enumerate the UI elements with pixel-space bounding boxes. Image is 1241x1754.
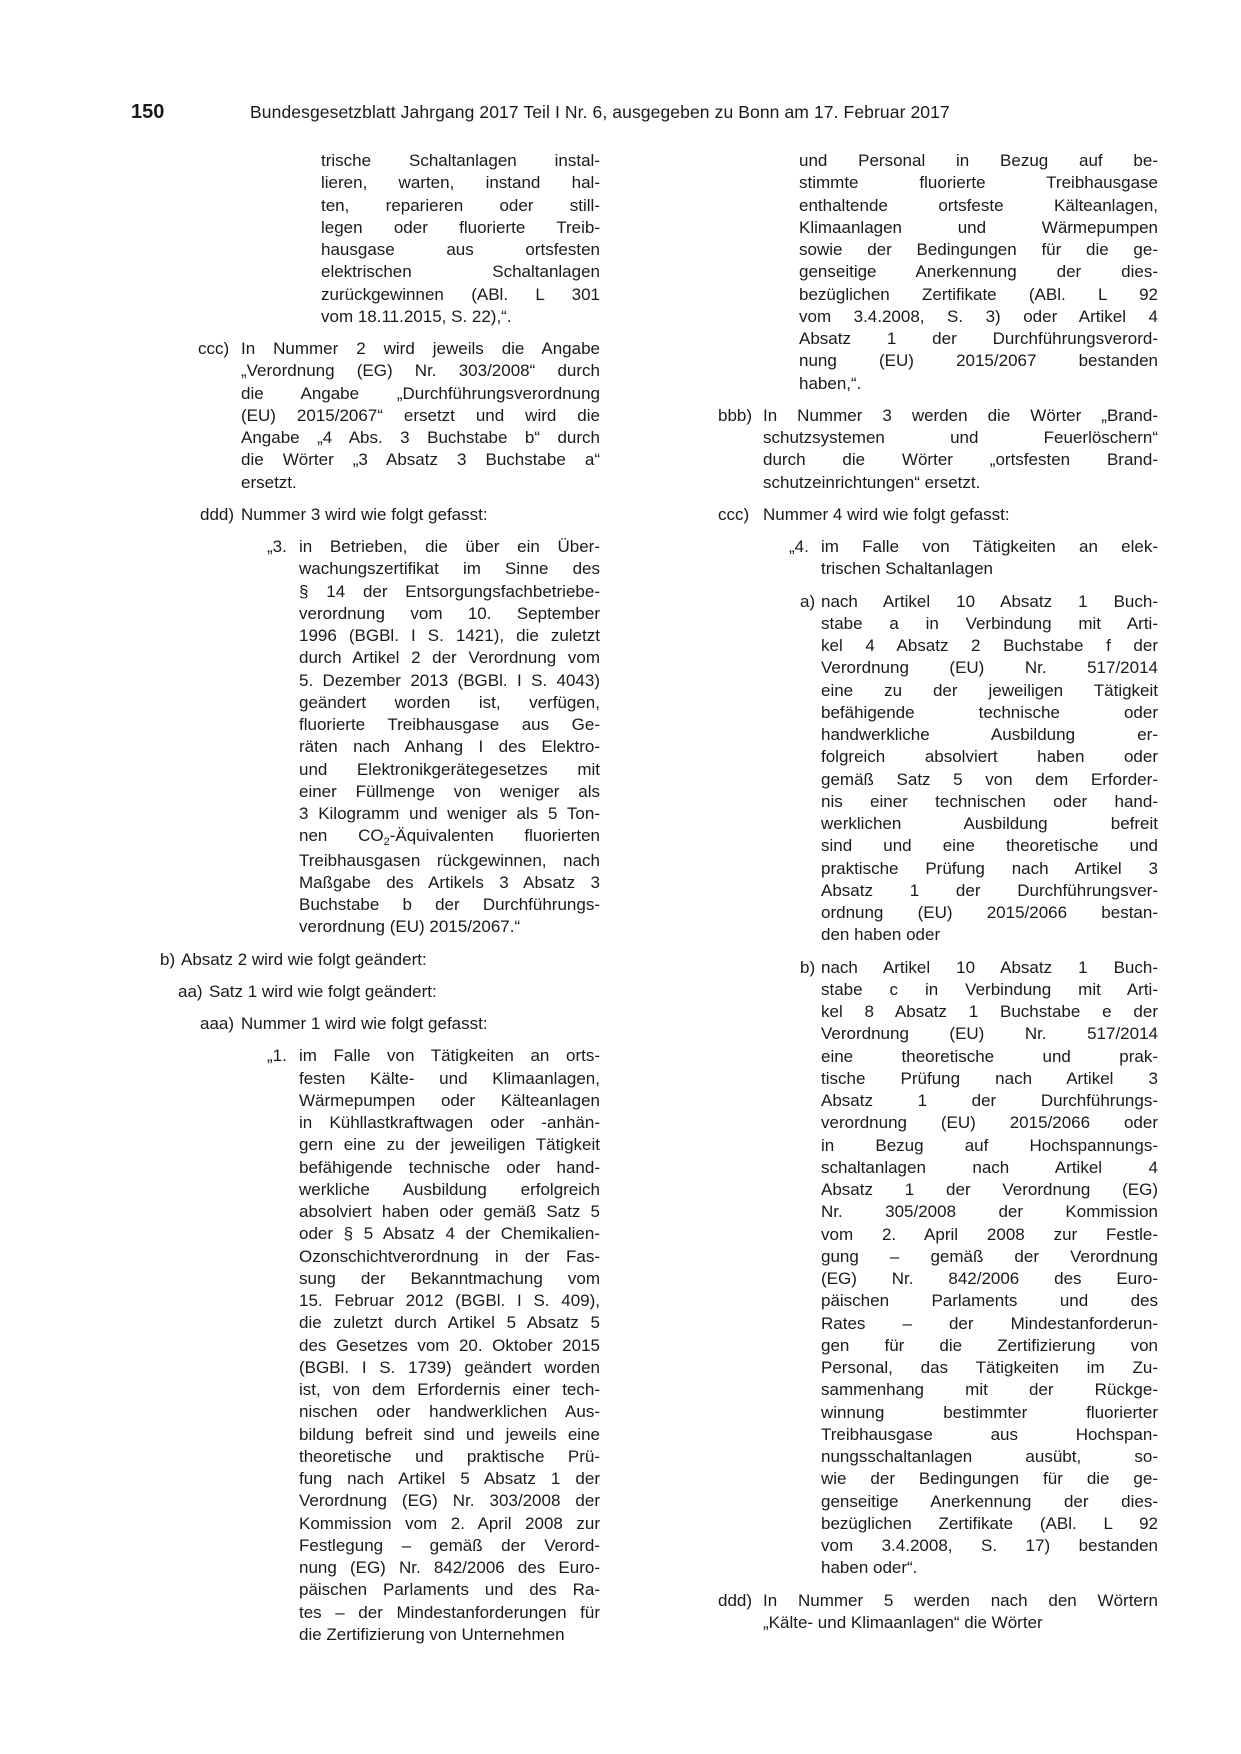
item-label: bbb) bbox=[718, 405, 753, 425]
text-line: ersetzt. bbox=[241, 472, 297, 492]
item-label: „3. bbox=[267, 537, 287, 556]
text-line: eine theoretische und prak- bbox=[821, 1046, 1158, 1066]
text-line: zurückgewinnen (ABl. L 301 bbox=[321, 284, 600, 304]
text-line: § 14 der Entsorgungsfachbetriebe- bbox=[299, 581, 600, 601]
text-line: sammenhang mit der Rückge- bbox=[821, 1380, 1158, 1400]
item-text bbox=[241, 504, 600, 526]
text-line: in Kühllastkraftwagen oder -anhän- bbox=[299, 1113, 600, 1132]
text-line: kel 4 Absatz 2 Buchstabe f der bbox=[821, 636, 1158, 655]
text-line: werkliche Ausbildung erfolgreich bbox=[299, 1179, 600, 1199]
text-line: im Falle von Tätigkeiten an elek- bbox=[821, 537, 1158, 556]
text-line: befähigende technische oder bbox=[821, 702, 1158, 722]
text-line: Absatz 1 der Durchführungsverord- bbox=[799, 329, 1158, 348]
header-title: Bundesgesetzblatt Jahrgang 2017 Teil I Nr. 6, ausgegeben zu Bonn am 17. Februar 2017 bbox=[250, 102, 950, 122]
text-line: ten, reparieren oder still- bbox=[321, 195, 600, 215]
text-line: päischen Parlaments und des bbox=[821, 1291, 1158, 1311]
text-line: schutzsystemen und Feuerlöschern“ bbox=[763, 428, 1158, 447]
item-number-1 bbox=[267, 1045, 600, 1646]
text-line: 3 Kilogramm und weniger als 5 Ton- bbox=[299, 804, 600, 823]
text-line: und Personal in Bezug auf be- bbox=[799, 151, 1158, 170]
text-line: hausgase aus ortsfesten bbox=[321, 240, 600, 259]
text-line: folgreich absolviert haben oder bbox=[821, 747, 1158, 767]
item-aa bbox=[178, 981, 600, 1003]
text-line: Satz 1 wird wie folgt geändert: bbox=[209, 981, 437, 1001]
text-line: 15. Februar 2012 (BGBl. I S. 409), bbox=[299, 1291, 600, 1310]
text-line: Personal, das Tätigkeiten im Zu- bbox=[821, 1358, 1158, 1377]
item-text bbox=[299, 1045, 600, 1646]
text-line: Nummer 4 wird wie folgt gefasst: bbox=[763, 504, 1010, 524]
item-text bbox=[299, 536, 600, 939]
co2-pre: nen CO bbox=[299, 826, 384, 846]
text-line: stabe a in Verbindung mit Arti- bbox=[821, 613, 1158, 633]
item-text bbox=[763, 504, 1158, 526]
text-line: in Betrieben, die über ein Über- bbox=[299, 537, 600, 556]
right-column bbox=[718, 150, 1158, 1634]
text-line: päischen Parlaments und des Ra- bbox=[299, 1580, 600, 1600]
text-line: stimmte fluorierte Treibhausgase bbox=[799, 173, 1158, 193]
item-number-4 bbox=[789, 536, 1158, 581]
text-line: die zuletzt durch Artikel 5 Absatz 5 bbox=[299, 1313, 600, 1333]
item-label: aa) bbox=[178, 981, 203, 1001]
text-line: tes – der Mindestanforderungen für bbox=[299, 1602, 600, 1622]
text-line: die Angabe „Durchführungsverordnung bbox=[241, 383, 600, 403]
text-line: nach Artikel 10 Absatz 1 Buch- bbox=[821, 591, 1158, 611]
text-line: im Falle von Tätigkeiten an orts- bbox=[299, 1046, 600, 1066]
item-ddd bbox=[200, 504, 600, 526]
text-line: tische Prüfung nach Artikel 3 bbox=[821, 1068, 1158, 1088]
text-line: Verordnung (EU) Nr. 517/2014 bbox=[821, 1024, 1158, 1044]
item-aaa bbox=[200, 1013, 600, 1035]
item-text bbox=[763, 405, 1158, 494]
item-bbb bbox=[718, 405, 1158, 494]
text-line: Treibhausgasen rückgewinnen, nach bbox=[299, 850, 600, 870]
text-line: Ozonschichtverordnung in der Fas- bbox=[299, 1246, 600, 1266]
text-line: absolviert haben oder gemäß Satz 5 bbox=[299, 1202, 600, 1221]
text-line: Nummer 1 wird wie folgt gefasst: bbox=[241, 1014, 488, 1033]
text-line: vom 18.11.2015, S. 22),“. bbox=[321, 306, 512, 326]
co2-post: -Äquivalenten fluorierten bbox=[389, 826, 600, 846]
text-line: befähigende technische oder hand- bbox=[299, 1157, 600, 1177]
item-ccc bbox=[198, 338, 600, 494]
item-text bbox=[321, 150, 600, 328]
item-label: b) bbox=[160, 949, 176, 969]
text-line: eine zu der jeweiligen Tätigkeit bbox=[821, 680, 1158, 700]
text-line: Angabe „4 Abs. 3 Buchstabe b“ durch bbox=[241, 428, 600, 447]
item-text bbox=[799, 150, 1158, 395]
text-line: trische Schaltanlagen instal- bbox=[321, 151, 600, 170]
text-line: praktische Prüfung nach Artikel 3 bbox=[821, 858, 1158, 878]
text-line: 5. Dezember 2013 (BGBl. I S. 4043) bbox=[299, 670, 600, 690]
text-line: in Bezug auf Hochspannungs- bbox=[821, 1135, 1158, 1155]
text-line: und Elektronikgerätegesetzes mit bbox=[299, 759, 600, 779]
text-line: Absatz 1 der Verordnung (EG) bbox=[821, 1180, 1158, 1199]
text-line: Klimaanlagen und Wärmepumpen bbox=[799, 217, 1158, 237]
text-line: des Gesetzes vom 20. Oktober 2015 bbox=[299, 1335, 600, 1355]
text-line: oder § 5 Absatz 4 der Chemikalien- bbox=[299, 1224, 600, 1244]
text-line: bezüglichen Zertifikate (ABl. L 92 bbox=[821, 1513, 1158, 1533]
text-line: wie der Bedingungen für die ge- bbox=[821, 1469, 1158, 1489]
text-line: vom 3.4.2008, S. 3) oder Artikel 4 bbox=[799, 306, 1158, 326]
co2-subscript: 2 bbox=[383, 836, 390, 849]
text-line: Nr. 305/2008 der Kommission bbox=[821, 1202, 1158, 1222]
text-line: enthaltende ortsfeste Kälteanlagen, bbox=[799, 195, 1158, 215]
text-line: elektrischen Schaltanlagen bbox=[321, 262, 600, 282]
text-line: fluorierte Treibhausgase aus Ge- bbox=[299, 715, 600, 734]
text-line: kel 8 Absatz 1 Buchstabe e der bbox=[821, 1002, 1158, 1021]
text-line: sind und eine theoretische und bbox=[821, 836, 1158, 856]
item-label: ccc) bbox=[718, 504, 750, 524]
item-text bbox=[241, 1013, 600, 1035]
co2-line bbox=[299, 825, 600, 849]
text-line: Nummer 3 wird wie folgt gefasst: bbox=[241, 504, 488, 524]
text-line: nung (EU) 2015/2067 bestanden bbox=[799, 351, 1158, 371]
text-line: festen Kälte- und Klimaanlagen, bbox=[299, 1068, 600, 1088]
text-line: gung – gemäß der Verordnung bbox=[821, 1246, 1158, 1266]
text-line: wachungszertifikat im Sinne des bbox=[299, 559, 600, 579]
continued-item bbox=[799, 150, 1158, 395]
text-line: Kommission vom 2. April 2008 zur bbox=[299, 1513, 600, 1533]
text-line: trischen Schaltanlagen bbox=[821, 559, 994, 579]
text-line: ist, von dem Erfordernis einer tech- bbox=[299, 1380, 600, 1399]
text-line: winnung bestimmter fluorierter bbox=[821, 1402, 1158, 1422]
item-ccc bbox=[718, 504, 1158, 526]
item-text bbox=[241, 338, 600, 494]
item-label: ddd) bbox=[718, 1590, 753, 1610]
text-line: (BGBl. I S. 1739) geändert worden bbox=[299, 1357, 600, 1377]
item-label: b) bbox=[800, 957, 816, 977]
text-line: theoretische und praktische Prü- bbox=[299, 1446, 600, 1466]
text-line: vom 2. April 2008 zur Festle- bbox=[821, 1224, 1158, 1244]
item-ddd bbox=[718, 1590, 1158, 1635]
text-line: handwerkliche Ausbildung er- bbox=[821, 725, 1158, 744]
text-line: sowie der Bedingungen für die ge- bbox=[799, 240, 1158, 259]
text-line: Verordnung (EG) Nr. 303/2008 der bbox=[299, 1491, 600, 1511]
text-line: In Nummer 5 werden nach den Wörtern bbox=[763, 1590, 1158, 1610]
page-number: 150 bbox=[131, 101, 165, 123]
text-line: geändert worden ist, verfügen, bbox=[299, 692, 600, 712]
text-line: verordnung (EU) 2015/2066 oder bbox=[821, 1113, 1158, 1133]
item-text bbox=[181, 949, 600, 971]
item-label: ccc) bbox=[198, 339, 230, 358]
text-line: stabe c in Verbindung mit Arti- bbox=[821, 979, 1158, 999]
text-line: nung (EG) Nr. 842/2006 des Euro- bbox=[299, 1558, 600, 1577]
text-line: 1996 (BGBl. I S. 1421), die zuletzt bbox=[299, 626, 600, 645]
page-header bbox=[0, 97, 1241, 127]
text-line: nis einer technischen oder hand- bbox=[821, 791, 1158, 811]
left-column bbox=[160, 150, 600, 1646]
item-label: a) bbox=[800, 591, 816, 611]
text-line: verordnung (EU) 2015/2067.“ bbox=[299, 917, 521, 937]
item-a bbox=[800, 591, 1158, 947]
text-line: räten nach Anhang I des Elektro- bbox=[299, 737, 600, 757]
text-line: (EG) Nr. 842/2006 des Euro- bbox=[821, 1269, 1158, 1288]
text-line: vom 3.4.2008, S. 17) bestanden bbox=[821, 1536, 1158, 1555]
text-line: gen für die Zertifizierung von bbox=[821, 1335, 1158, 1355]
text-line: Absatz 2 wird wie folgt geändert: bbox=[181, 949, 427, 969]
text-line: In Nummer 3 werden die Wörter „Brand- bbox=[763, 405, 1158, 425]
text-line: genseitige Anerkennung der dies- bbox=[821, 1491, 1158, 1511]
text-line: schutzeinrichtungen“ ersetzt. bbox=[763, 472, 981, 492]
text-line: die Zertifizierung von Unternehmen bbox=[299, 1624, 565, 1644]
text-line: verordnung vom 10. September bbox=[299, 603, 600, 623]
item-b bbox=[160, 949, 600, 971]
item-text-part bbox=[299, 536, 600, 825]
text-line: Festlegung – gemäß der Verord- bbox=[299, 1535, 600, 1555]
text-line: genseitige Anerkennung der dies- bbox=[799, 262, 1158, 282]
item-label: „1. bbox=[267, 1046, 287, 1066]
text-line: ordnung (EU) 2015/2066 bestan- bbox=[821, 903, 1158, 922]
item-label: aaa) bbox=[200, 1014, 235, 1033]
text-line: Absatz 1 der Durchführungsver- bbox=[821, 880, 1158, 900]
text-line: nach Artikel 10 Absatz 1 Buch- bbox=[821, 957, 1158, 977]
text-line: In Nummer 2 wird jeweils die Angabe bbox=[241, 339, 600, 358]
text-line: Buchstabe b der Durchführungs- bbox=[299, 895, 600, 914]
item-label: „4. bbox=[789, 537, 809, 556]
item-label: ddd) bbox=[200, 504, 235, 524]
continued-item bbox=[321, 150, 600, 328]
item-text bbox=[821, 957, 1158, 1580]
item-text bbox=[821, 536, 1158, 581]
text-line: durch die Wörter „ortsfesten Brand- bbox=[763, 450, 1158, 470]
text-line: Rates – der Mindestanforderun- bbox=[821, 1313, 1158, 1333]
text-line: die Wörter „3 Absatz 3 Buchstabe a“ bbox=[241, 450, 600, 470]
item-number-3 bbox=[267, 536, 600, 939]
item-b bbox=[800, 957, 1158, 1580]
item-text-part bbox=[299, 850, 600, 939]
text-line: bezüglichen Zertifikate (ABl. L 92 bbox=[799, 284, 1158, 304]
item-text bbox=[821, 591, 1158, 947]
text-line: gern eine zu der jeweiligen Tätigkeit bbox=[299, 1135, 600, 1155]
text-line: fung nach Artikel 5 Absatz 1 der bbox=[299, 1469, 600, 1488]
text-line: haben oder“. bbox=[821, 1558, 918, 1578]
text-line: werklichen Ausbildung befreit bbox=[821, 814, 1158, 833]
text-line: (EU) 2015/2067“ ersetzt und wird die bbox=[241, 405, 600, 425]
text-line: Wärmepumpen oder Kälteanlagen bbox=[299, 1090, 600, 1110]
text-line: Maßgabe des Artikels 3 Absatz 3 bbox=[299, 872, 600, 892]
item-text bbox=[209, 981, 600, 1003]
text-line: schaltanlagen nach Artikel 4 bbox=[821, 1157, 1158, 1177]
text-line: „Verordnung (EG) Nr. 303/2008“ durch bbox=[241, 361, 600, 381]
text-line: nischen oder handwerklichen Aus- bbox=[299, 1402, 600, 1422]
text-line: lieren, warten, instand hal- bbox=[321, 173, 600, 193]
text-line: Treibhausgase aus Hochspan- bbox=[821, 1424, 1158, 1444]
text-line: durch Artikel 2 der Verordnung vom bbox=[299, 648, 600, 668]
text-line: nungsschaltanlagen ausübt, so- bbox=[821, 1447, 1158, 1466]
text-line: den haben oder bbox=[821, 925, 941, 945]
text-line: bildung befreit sind und jeweils eine bbox=[299, 1424, 600, 1444]
text-line: haben,“. bbox=[799, 373, 862, 393]
text-line: sung der Bekanntmachung vom bbox=[299, 1268, 600, 1288]
text-line: „Kälte- und Klimaanlagen“ die Wörter bbox=[763, 1612, 1043, 1632]
text-line: Absatz 1 der Durchführungs- bbox=[821, 1091, 1158, 1110]
text-line: legen oder fluorierte Treib- bbox=[321, 217, 600, 237]
text-line: gemäß Satz 5 von dem Erforder- bbox=[821, 769, 1158, 789]
text-line: Verordnung (EU) Nr. 517/2014 bbox=[821, 658, 1158, 678]
item-text bbox=[763, 1590, 1158, 1635]
text-line: einer Füllmenge von weniger als bbox=[299, 781, 600, 801]
